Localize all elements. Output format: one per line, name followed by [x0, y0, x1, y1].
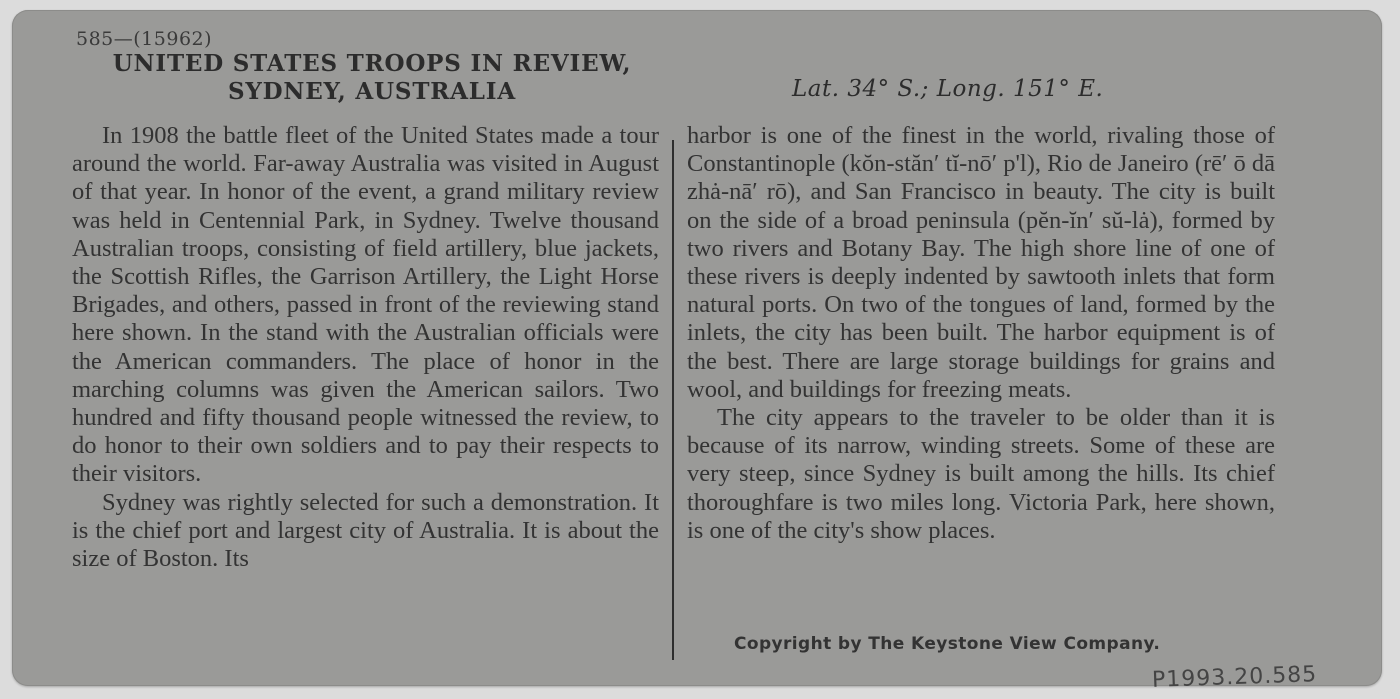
right-paragraph-2: The city appears to the traveler to be older than it is because of its narrow, winding streets. Some of these are very steep, since Sydney is built among the hills. Its chief thoroughfare is two miles long. Victoria Park, here shown, is one of the city's show places.	[687, 404, 1275, 544]
left-paragraph-2: Sydney was rightly selected for such a demonstration. It is the chief port and largest city of Australia. It is about the size of Boston. Its	[72, 488, 659, 573]
coordinates: Lat. 34° S.; Long. 151° E.	[792, 76, 1104, 102]
stereograph-card-back	[12, 10, 1382, 693]
column-divider	[672, 140, 674, 660]
catalog-number: 585—(15962)	[76, 28, 213, 50]
card-title	[52, 50, 692, 106]
title-line-1: UNITED STATES TROOPS IN REVIEW,	[112, 50, 632, 77]
copyright-line: Copyright by The Keystone View Company.	[734, 634, 1161, 654]
right-text-column	[687, 122, 1275, 545]
title-line-2: SYDNEY, AUSTRALIA	[228, 78, 516, 105]
right-paragraph-1: harbor is one of the finest in the world, rivaling those of Constantinople (kŏn-stăn′ tĭ-nō′ p'l), Rio de Janeiro (rē′ ō dā zhȧ-nā′ rō), and San Francisco in beauty. The city is built on the side of a broad peninsula (pĕn-ĭn′ sŭ-lȧ), formed by two rivers and Botany Bay. The high shore line of one of these rivers is deeply indented by sawtooth inlets that form natural ports. On two of the tongues of land, formed by the inlets, the city has been built. The harbor equipment is of the best. There are large storage buildings for grains and wool, and buildings for freezing meats.	[687, 122, 1275, 403]
left-paragraph-1: In 1908 the battle fleet of the United States made a tour around the world. Far-away Australia was visited in August of that year. In honor of the event, a grand military review was held in Centennial Park, in Sydney. Twelve thousand Australian troops, consisting of field artillery, blue jackets, the Scottish Rifles, the Garrison Artillery, the Light Horse Brigades, and others, passed in front of the reviewing stand here shown. In the stand with the Australian officials were the American commanders. The place of honor in the marching columns was given the American sailors. Two hundred and fifty thousand people witnessed the review, to do honor to their own soldiers and to pay their respects to their visitors.	[72, 122, 659, 488]
accession-number: P1993.20.585	[1151, 662, 1318, 693]
left-text-column	[72, 122, 659, 573]
